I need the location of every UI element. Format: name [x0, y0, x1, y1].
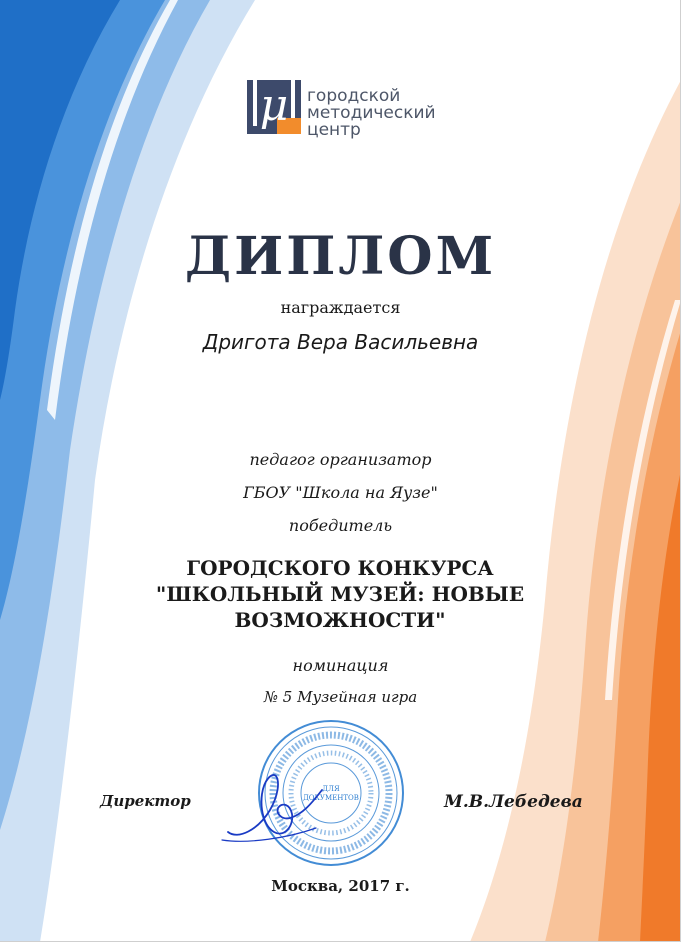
recipient-position: педагог организатор — [249, 450, 432, 469]
signature-icon — [218, 760, 338, 850]
logo-line-2: методический — [307, 103, 436, 123]
logo-text — [307, 88, 467, 139]
city-year: Москва, 2017 г. — [271, 877, 410, 895]
diploma-title: ДИПЛОМ — [184, 226, 497, 287]
recipient-name: Дригота Вера Васильевна — [202, 330, 479, 354]
logo-icon — [247, 80, 301, 134]
logo-symbol: μ — [259, 80, 289, 131]
recipient-organization: ГБОУ "Школа на Яузе" — [243, 483, 438, 502]
awarded-label: награждается — [280, 298, 401, 317]
contest-title-line-2: "ШКОЛЬНЫЙ МУЗЕЙ: НОВЫЕ — [155, 582, 525, 606]
contest-title-line-1: ГОРОДСКОГО КОНКУРСА — [186, 556, 494, 580]
logo-line-3: центр — [307, 120, 361, 140]
contest-title-line-3: ВОЗМОЖНОСТИ" — [234, 608, 446, 632]
stamp-text-line-2: ДОКУМЕНТОВ — [303, 794, 359, 802]
logo-line-1: городской — [307, 86, 401, 106]
director-name: М.В.Лебедева — [444, 792, 583, 812]
award-status: победитель — [288, 516, 393, 535]
director-label: Директор — [100, 792, 191, 810]
nomination-value: № 5 Музейная игра — [263, 688, 418, 706]
contest-title — [140, 555, 540, 633]
nomination-label: номинация — [292, 656, 389, 675]
stamp-text-line-1: ДЛЯ — [322, 785, 340, 793]
